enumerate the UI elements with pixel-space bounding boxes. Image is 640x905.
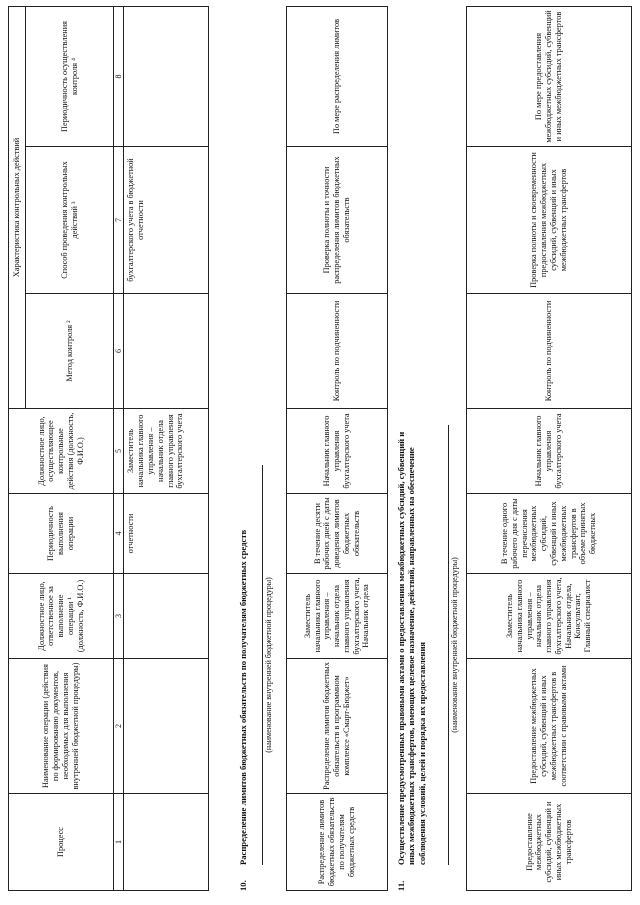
s11-op-name: Предоставление межбюджетных субсидий, субвенций и иных межбюджетных трансфертов в соответствии с правовыми актами (467, 659, 632, 794)
column-number: 5 (114, 409, 124, 494)
header-process: Процесс (9, 794, 114, 891)
s10-op-person: Заместитель начальника главного управления – начальник отдела главного управления бухгалтерского учета, Начальник отдела (287, 574, 388, 659)
header-control-period: Периодичность осуществления контроля ⁴ (26, 6, 114, 146)
s11-op-person: Заместитель начальника главного управления – начальник отдела главного управления бухгалтерского учета, Начальник отдела, Консультант, Главный специалист (467, 574, 632, 659)
column-number: 2 (114, 659, 124, 794)
section-10-title: Распределение лимитов бюджетных обязательств по получателям бюджетных средств (238, 529, 248, 865)
prev-way: бухгалтерского учета в бюджетной отчетности (124, 147, 209, 294)
column-number: 6 (114, 294, 124, 409)
header-table (8, 6, 209, 891)
s10-method: Контроль по подчиненности (287, 294, 388, 409)
s11-control-period: По мере предоставления межбюджетных субсидий, субвенций и иных межбюджетных трансфертов (467, 7, 632, 147)
s11-way: Проверка полноты и своевременности предоставления межбюджетных субсидий, субвенций и иных межбюджетных трансфертов (467, 147, 632, 294)
header-op-name: Наименование операции (действия по формированию документов, необходимых для выполнения внутренней бюджетной процедуры) (9, 659, 114, 794)
header-way: Способ проведения контрольных действий ³ (26, 147, 114, 294)
prev-periodicity: отчетности (124, 494, 209, 574)
section-11-number: 11. (396, 880, 406, 891)
prev-control-person: Заместитель начальника главного управления – начальник отдела главного управления бухгалтерского учета (124, 409, 209, 494)
column-number: 7 (114, 147, 124, 294)
column-number: 8 (114, 6, 124, 146)
prev-control-period-cell (124, 6, 209, 146)
header-control-person: Должностное лицо, осуществляющее контрольные действия (должность, Ф.И.О.) (9, 409, 114, 494)
section-11-title: Осуществление предусмотренных правовыми актами о предоставлении межбюджетных субсидий, субвенций и иных межбюджетных трансфертов, имеющих целевое назначение, действий, направленных на обеспечение соблюдения условий, целей и порядка их предоставления (396, 431, 427, 865)
header-characteristics: Характеристика контрольных действий (9, 6, 26, 408)
section-10-table (286, 6, 388, 891)
s11-periodicity: В течение одного рабочего дня с даты перечисления межбюджетных субсидий, субвенций и иных межбюджетных трансфертов в объеме принятых бюджетных (467, 494, 632, 574)
s10-periodicity: В течение десяти рабочих дней с даты доведения лимитов бюджетных обязательств (287, 494, 388, 574)
section-10-number: 10. (238, 880, 248, 891)
s10-control-person: Начальник главного управления бухгалтерского учета (287, 409, 388, 494)
prev-op-name-cell (124, 659, 209, 794)
prev-process-cell (124, 794, 209, 891)
s11-control-person: Начальник главного управления бухгалтерского учета (467, 409, 632, 494)
prev-op-person-cell (124, 574, 209, 659)
column-number: 1 (114, 794, 124, 891)
section-11-underline (448, 425, 449, 865)
section-11-table (466, 6, 632, 891)
section-10-subtitle: (наименование внутренней бюджетной процедуры) (264, 577, 273, 753)
s10-way: Проверка полноты и точности распределения лимитов бюджетных обязательств (287, 147, 388, 294)
column-number: 4 (114, 494, 124, 574)
s10-control-period: По мере распределения лимитов (287, 7, 388, 147)
s10-op-name: Распределение лимитов бюджетных обязательств в программном комплексе «Смарт-Бюджет» (287, 659, 388, 794)
s11-process: Предоставление межбюджетных субсидий, субвенций и иных межбюджетных трансфертов (467, 794, 632, 891)
header-periodicity: Периодичность выполнения операции (9, 494, 114, 574)
section-11-subtitle: (наименование внутренней бюджетной процедуры) (450, 557, 459, 733)
s10-process: Распределение лимитов бюджетных обязательств по получателям бюджетных средств (287, 794, 388, 891)
header-method: Метод контроля ² (26, 294, 114, 409)
column-number: 3 (114, 574, 124, 659)
header-op-person: Должностное лицо, ответственное за выполнение операции ¹ (должность, Ф.И.О.) (9, 574, 114, 659)
section-10-underline (262, 465, 263, 865)
prev-method-cell (124, 294, 209, 409)
s11-method: Контроль по подчиненности (467, 294, 632, 409)
